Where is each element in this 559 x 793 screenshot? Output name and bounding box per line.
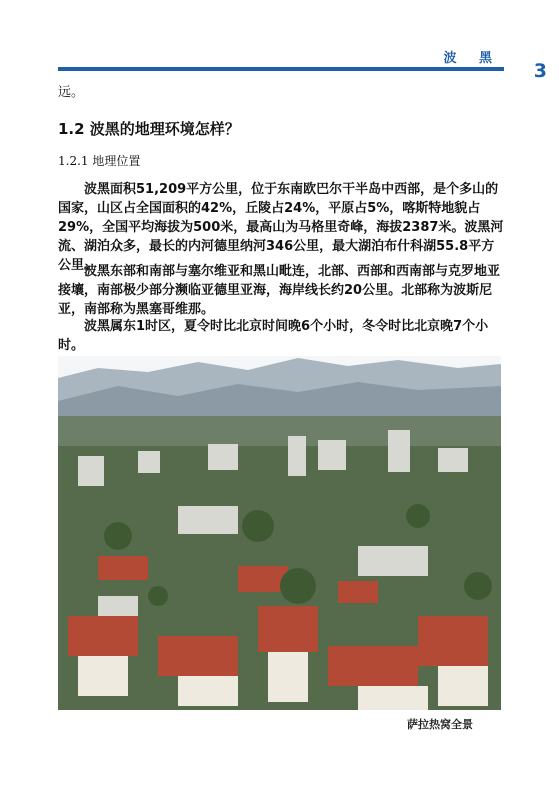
- section-heading: 1.2 波黑的地理环境怎样？: [58, 120, 240, 138]
- paragraph-timezone: 波黑属东1时区，夏令时比北京时间晚6个小时，冬令时比北京晚7个小时。: [58, 319, 489, 353]
- continuation-text: 远。: [58, 85, 85, 100]
- running-header-title: 波 黑: [443, 51, 501, 66]
- paragraph-area: 波黑面积51,209平方公里，位于东南欧巴尔干半岛中西部，是个多山的国家，山区占全国面积的42%，丘陵占24%，平原占5%，喀斯特地貌占29%，全国平均海拔为500米，最高山为马格里奇峰，海拔2387米。波黑河流、湖泊众多，最长的内河德里纳河346公里，最大湖泊布什科湖55.8平方公里。: [58, 182, 504, 273]
- city-panorama-photo: [58, 356, 501, 710]
- header-divider: [58, 67, 504, 71]
- subsection-heading: 1.2.1 地理位置: [58, 154, 141, 168]
- page-number: 3: [533, 60, 547, 82]
- photo-caption: 萨拉热窝全景: [407, 718, 473, 731]
- paragraph-borders: 波黑东部和南部与塞尔维亚和黑山毗连，北部、西部和西南部与克罗地亚接壤，南部极少部分濒临亚德里亚海，海岸线长约20公里。北部称为波斯尼亚，南部称为黑塞哥维那。: [58, 264, 501, 317]
